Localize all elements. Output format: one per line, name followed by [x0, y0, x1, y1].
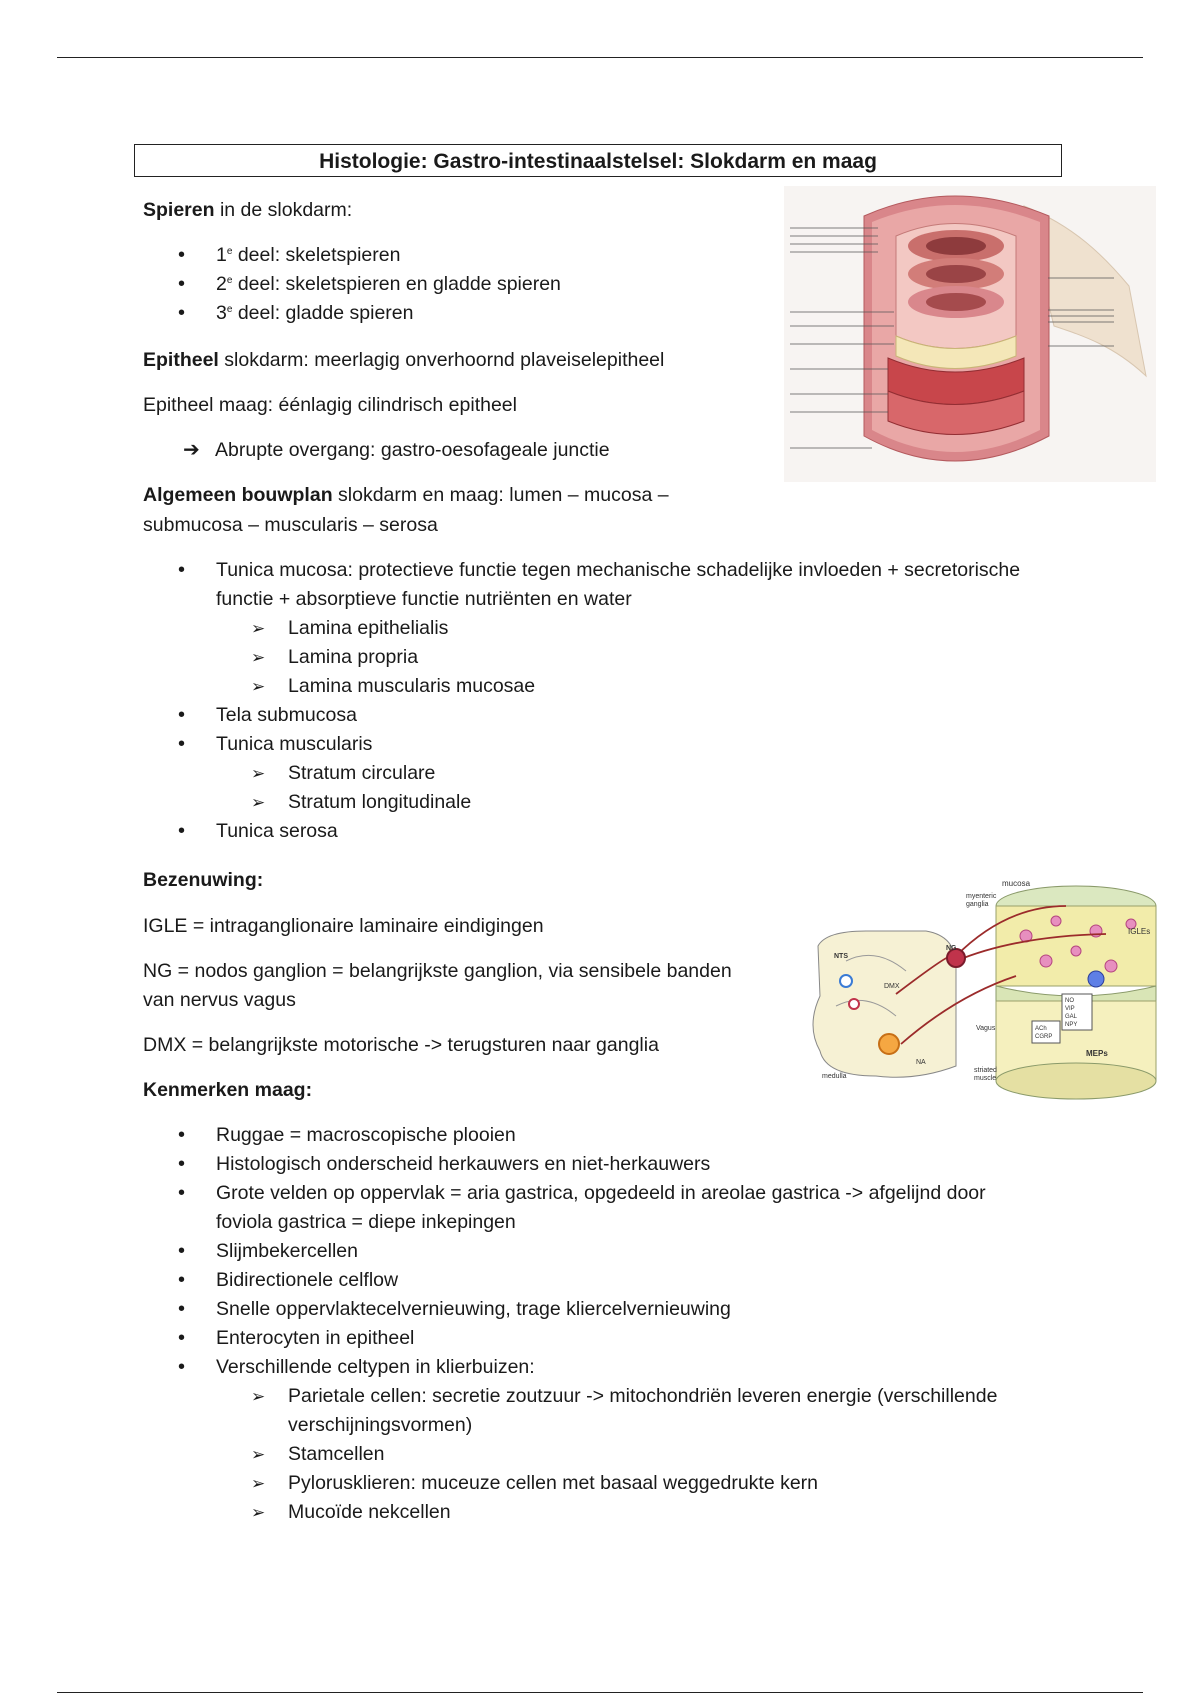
label-nts: NTS — [834, 953, 848, 960]
label-vip: VIP — [1065, 1006, 1075, 1012]
list-item: ➢ Parietale cellen: secretie zoutzuur -> mitochondriën leveren energie (verschillende verschijningsvormen) — [143, 1382, 1103, 1440]
label-ach: ACh — [1035, 1026, 1047, 1032]
kenmerken-list — [143, 1121, 1103, 1527]
bezenuwing-heading: Bezenuwing: — [143, 869, 264, 891]
label-meps: MEPs — [1086, 1049, 1108, 1058]
list-item: • Tela submucosa — [143, 701, 1103, 730]
label-myenteric: myenteric — [966, 893, 997, 900]
label-na: NA — [916, 1059, 926, 1066]
igle-line: IGLE = intraganglionaire laminaire eindigingen — [143, 915, 544, 937]
label-npy: NPY — [1065, 1022, 1078, 1028]
label-striated: striated — [974, 1067, 997, 1074]
list-item: ➢ Pylorusklieren: muceuze cellen met basaal weggedrukte kern — [143, 1469, 1103, 1498]
list-item: • Snelle oppervlaktecelvernieuwing, trage kliercelvernieuwing — [143, 1295, 1103, 1324]
list-item: ➢ Stratum circulare — [143, 759, 1103, 788]
list-item: ➢ Mucoïde nekcellen — [143, 1498, 1103, 1527]
label-muscle: muscle — [974, 1075, 997, 1082]
kenmerken-heading: Kenmerken maag: — [143, 1079, 313, 1101]
header-rule — [57, 57, 1143, 58]
list-item: • Slijmbekercellen — [143, 1237, 1103, 1266]
footer-rule — [57, 1692, 1143, 1693]
epitheel-maag: Epitheel maag: éénlagig cilindrisch epitheel — [143, 394, 517, 416]
label-igles: IGLEs — [1128, 927, 1151, 936]
bouwplan-line1: Algemeen bouwplan slokdarm en maag: lumen – mucosa – — [143, 484, 669, 506]
page-title: Histologie: Gastro-intestinaalstelsel: Slokdarm en maag — [134, 144, 1062, 177]
list-item: ➢ Lamina epithelialis — [143, 614, 1103, 643]
list-item: • Verschillende celtypen in klierbuizen: — [143, 1353, 1103, 1382]
list-item: • Enterocyten in epitheel — [143, 1324, 1103, 1353]
ng-line1: NG = nodos ganglion = belangrijkste ganglion, via sensibele banden — [143, 960, 732, 982]
label-medulla: medulla — [822, 1073, 847, 1080]
list-item: • 2e deel: skeletspieren en gladde spieren — [143, 270, 561, 299]
label-dmx: DMX — [884, 983, 900, 990]
dmx-line: DMX = belangrijkste motorische -> terugsturen naar ganglia — [143, 1034, 659, 1056]
label-mucosa: mucosa — [1002, 879, 1031, 888]
list-item: • Tunica mucosa: protectieve functie tegen mechanische schadelijke invloeden + secretorische functie + absorptieve functie nutriënten en water — [143, 556, 1103, 614]
spieren-list — [143, 241, 561, 328]
list-item: • Ruggae = macroscopische plooien — [143, 1121, 1103, 1150]
list-item: • Histologisch onderscheid herkauwers en niet-herkauwers — [143, 1150, 1103, 1179]
label-ganglia: ganglia — [966, 901, 989, 908]
label-cgrp: CGRP — [1035, 1034, 1053, 1040]
list-item: ➢ Lamina muscularis mucosae — [143, 672, 1103, 701]
list-item: • Tunica muscularis — [143, 730, 1103, 759]
label-no: NO — [1065, 998, 1074, 1004]
label-gal: GAL — [1065, 1014, 1078, 1020]
list-item: • 1e deel: skeletspieren — [143, 241, 561, 270]
list-item: • 3e deel: gladde spieren — [143, 299, 561, 328]
arrow-right-icon: ➔ — [183, 439, 200, 461]
list-item: • Grote velden op oppervlak = aria gastrica, opgedeeld in areolae gastrica -> afgelijnd door foviola gastrica = diepe inkepingen — [143, 1179, 1103, 1237]
ng-line2: van nervus vagus — [143, 989, 296, 1011]
innervation-diagram — [806, 876, 1162, 1102]
overgang-line: ➔ Abrupte overgang: gastro-oesofageale junctie — [183, 436, 610, 465]
label-ng: NG — [946, 945, 957, 952]
spieren-heading: Spieren in de slokdarm: — [143, 199, 353, 221]
epitheel-slokdarm: Epitheel slokdarm: meerlagig onverhoornd plaveiselepitheel — [143, 349, 665, 371]
bouwplan-line2: submucosa – muscularis – serosa — [143, 514, 438, 536]
esophagus-cross-section-illustration — [784, 186, 1156, 482]
list-item: ➢ Lamina propria — [143, 643, 1103, 672]
list-item: • Tunica serosa — [143, 817, 1103, 846]
layers-list — [143, 556, 1103, 846]
list-item: ➢ Stamcellen — [143, 1440, 1103, 1469]
list-item: • Bidirectionele celflow — [143, 1266, 1103, 1295]
label-vagus: Vagus — [976, 1025, 996, 1032]
list-item: ➢ Stratum longitudinale — [143, 788, 1103, 817]
